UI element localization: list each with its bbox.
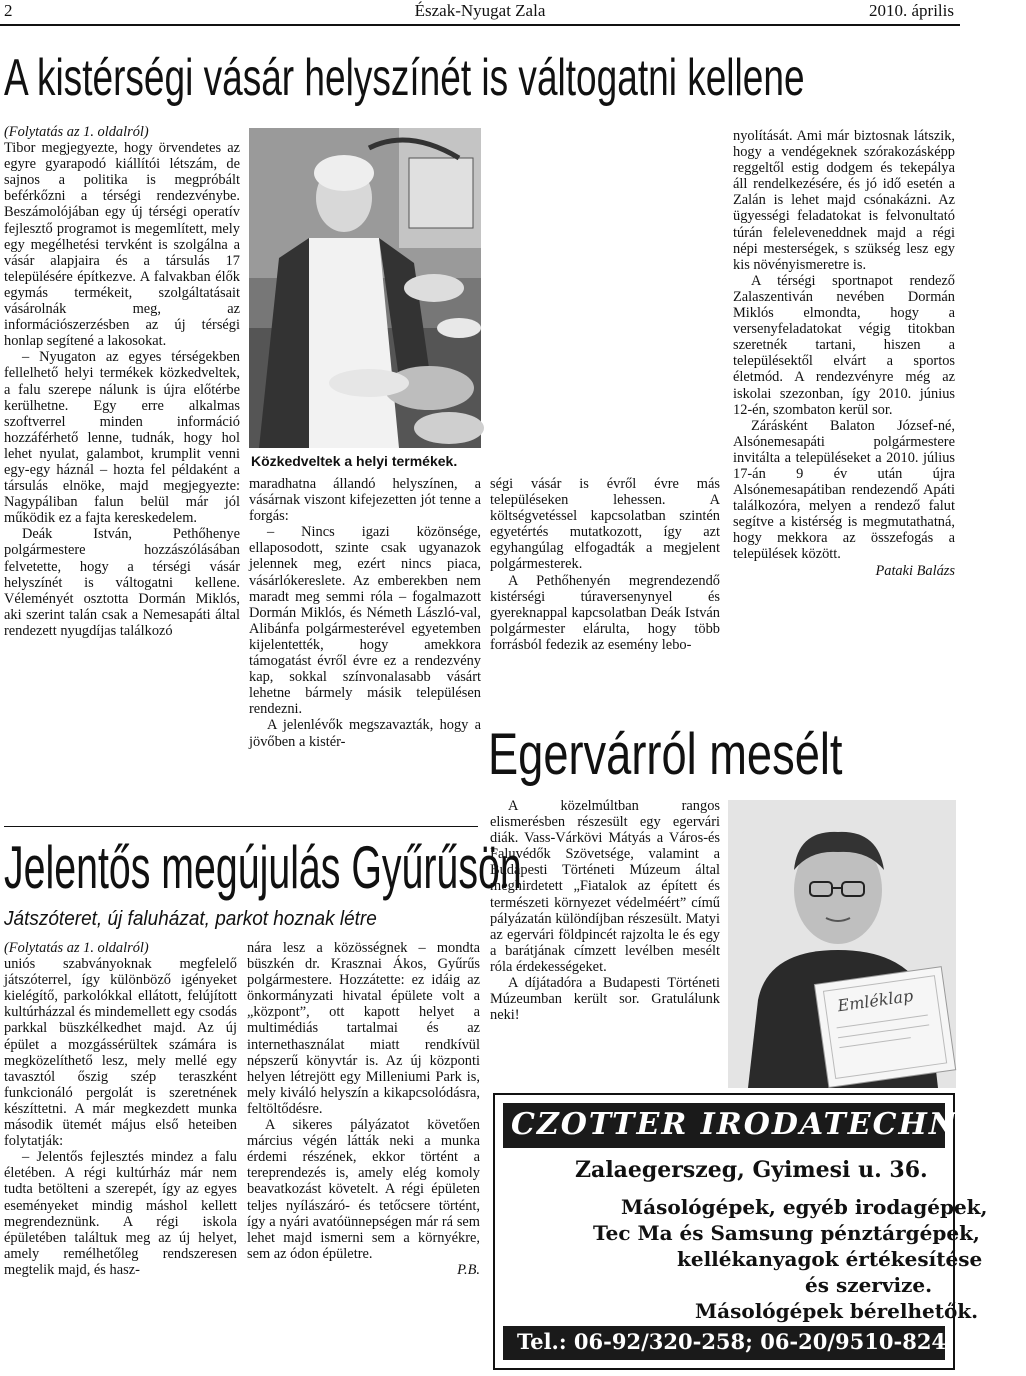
page-header xyxy=(0,0,960,22)
paragraph: Zárásként Balaton József-né, Alsónemesapáti polgármestere invitálta a településeket a 2010. július 17-án 9 év után újra Alsónemesapátiban rendezendő Apáti találkozóra, melyen a rendező falut segítve a kistérség is megmutathatná, hogy mekkora az összefogás a települések között. xyxy=(733,417,955,563)
paragraph: maradhatna állandó helyszínen, a vásárnak viszont kifejezetten jót tenne a forgás: xyxy=(249,476,481,525)
paragraph: A közelmúltban rangos elismerésben részesült egy egervári diák. Vass-Várkövi Mátyás a Város-és Faluvédők Szövetsége, valamint a Budapesti Történeti Múzeum által meghirdetett „Fiatalok az épített és természeti környezet védelméért” című pályázatán különdíjban részesült. Matyi az egervári földpincét rajzolta le és egy a barátjának címzett levélben mesélt róla érdekességeket. xyxy=(490,798,720,975)
ad-line: Tec Ma és Samsung pénztárgépek, xyxy=(593,1221,980,1245)
ad-line: Másológépek bérelhetők. xyxy=(695,1299,979,1323)
paragraph: A térségi sportnapot rendező Zalaszentiván nevében Dormán Miklós elmondta, hogy a versenyfeladatokat végig titokban szeretnék tartani, hiszen a településektől elvárt a sportos életmód. A rendezvényre még az iskolai szezonban, így 2010. június 12-én, szombaton kerül sor. xyxy=(733,272,955,418)
ad-line: Másológépek, egyéb irodagépek, xyxy=(621,1195,988,1219)
section-rule xyxy=(4,826,478,827)
paragraph: – Nyugaton az egyes térségekben fellelhető helyi termékek közkedveltek, a falu szerepe nálunk is újra előtérbe kerülhetne. Egy erre alkalmas szoftverrel minden információ hozzáférhető lenne, tudnák, hogy hol lehet nyulat, galambot, krumplit venni egy-egy háznál – hozta fel példaként a társulás elnöke, majd megjegyezte: Nagypáliban falun belül már jól működik ez a fajta kereskedelem. xyxy=(4,349,240,527)
advertisement-box xyxy=(493,1093,1026,1370)
page-number: 2 xyxy=(4,1,13,20)
paragraph: A jelenlévők megszavazták, hogy a jövőben a kistér- xyxy=(249,717,481,750)
article-column-2 xyxy=(249,476,481,816)
ad-address: Zalaegerszeg, Gyimesi u. 36. xyxy=(575,1157,928,1183)
ad-phone: Tel.: 06-92/320-258; 06-20/9510-824 xyxy=(517,1329,947,1354)
continuation-note: (Folytatás az 1. oldalról) xyxy=(4,940,149,956)
ad-brand: CZOTTER IRODATECHNIKA xyxy=(511,1107,1026,1142)
ad-line: kellékanyagok értékesítése xyxy=(677,1247,983,1271)
ad-phone-bar xyxy=(503,1326,945,1360)
paragraph: nára lesz a közösségnek – mondta büszkén dr. Krasznai Ákos, Gyűrűs polgármestere. Hozzátette: ez idáig az önkormányzati hivatal épülete volt a „központ”, ott kapott helyet a multimédiás tartalmai és az internethasználat miatt rendkívül népszerű könyvtár is. Az új központi helyen létrejött egy Milleniumi Park is, mely kiváló helyszín a kikapcsolódásra, feltöltődésre. xyxy=(247,940,480,1117)
article-column-1 xyxy=(4,940,237,1370)
paragraph: Tibor megjegyezte, hogy örvendetes az egyre gyarapodó kiállítói létszám, de sajnos a politika is megpróbált beférkőzni a térségi rendezvénybe. Beszámolójában egy új térségi operatív fejlesztő programot is megemlített, mely egy megélhetési tervként is szolgálna a vásár alapjaira és a társulás 17 településére építkezve. A falvakban élők egymás termékeit, szolgáltatásait vásárolnák meg, az információszerzésben az új térségi honlap segítené a lakosokat. xyxy=(4,140,240,350)
article-headline: Jelentős megújulás Gyűrűsön xyxy=(4,834,522,901)
paragraph: nyolítását. Ami már biztosnak látszik, hogy a vendégeknek szórakozásképp reggeltől estig dodgem és tekepálya áll rendelkezésére, és jó idő esetén a Zalán is lehet majd csónakázni. Az ügyességi feladatokat is felvonultató túrán feleleveneddnek majd a régi népi mesterségek, s szükség lesz egy kis növényismeretre is. xyxy=(733,128,955,273)
paragraph: – Jelentős fejlesztés mindez a falu életében. A régi kultúrház már nem tudta betölteni a szerepét, így az egyes eseményeket mindig máshol kellett megrendeznünk. A régi iskola épületében találtuk meg az új helyet, amely remélhetőleg rendszeresen megtelik majd, és hasz- xyxy=(4,1149,237,1278)
paragraph: – Nincs igazi közönsége, ellaposodott, szinte csak ugyanazok jelennek meg, ezért nincs piaca, vásárlókereslete. Az emberekben nem maradt meg semmi róla – fogalmazott Dormán Miklós, és Németh László-val, Alibánfa polgármesterével egyetemben kijelentették, hogy amekkora támogatást évről évre ez a rendezvény kap, sokkal színvonalasabb vásárt lehetne bármely másik településen rendezni. xyxy=(249,524,481,718)
photo-caption: Közkedveltek a helyi termékek. xyxy=(251,453,458,469)
paragraph: A díjátadóra a Budapesti Történeti Múzeumban került sor. Gratulálunk neki! xyxy=(490,975,720,1024)
article-headline: A kistérségi vásár helyszínét is váltogatni kellene xyxy=(4,49,805,107)
paragraph: A sikeres pályázatot követően március végén látták neki a munka érdemi részének, ekkor történt a tereprendezés is, amely elég komoly beavatkozást követelt. A régi épületen teljes nyílászáró- és tetőcsere történt, így a nyári avatóünnepségen már rá sem lehet majd ismerni sem a környékre, sem az ódon épületre. xyxy=(247,1117,480,1262)
issue-date: 2010. április xyxy=(869,1,954,20)
article-column-4 xyxy=(733,128,955,713)
author-signature: Pataki Balázs xyxy=(875,562,955,579)
article-column-1 xyxy=(4,124,240,824)
article-subheadline: Játszóteret, új faluházat, parkot hoznak létre xyxy=(4,908,377,930)
article-headline: Egervárról mesélt xyxy=(488,722,843,787)
diploma-title: Emléklap xyxy=(836,985,915,1016)
market-photo-image xyxy=(249,128,481,448)
header-rule xyxy=(0,24,960,26)
paragraph: ségi vásár is évről évre más településeken lehessen. A költségvetéssel kapcsolatban szintén egyetértés mutatkozott, így azt egyhangúlag elfogadták a megjelent polgármesterek. xyxy=(490,476,720,573)
article-column-3 xyxy=(490,476,720,716)
paragraph: A Pethőhenyén megrendezendő kistérségi túraversenynyel és gyereknappal kapcsolatban Deák István polgármester elárulta, hogy több forrásból fedezik az esemény lebo- xyxy=(490,572,720,653)
continuation-note: (Folytatás az 1. oldalról) xyxy=(4,124,149,140)
student-photo xyxy=(728,800,956,1088)
market-photo xyxy=(249,128,481,448)
article-column-2 xyxy=(247,940,480,1370)
publication-name: Észak-Nyugat Zala xyxy=(414,1,546,20)
article-column-body xyxy=(490,798,720,1086)
author-signature: P.B. xyxy=(457,1261,480,1278)
student-photo-image xyxy=(728,800,956,1088)
paragraph: Deák István, Pethőhenye polgármestere hozzászólásában felvetette, hogy a térségi vásár helyszínét is váltogatni kellene. Véleményét osztotta Dormán Miklós, aki szerint talán csak a Nemesapáti által rendezett nyugdíjas találkozó xyxy=(4,526,240,639)
ad-line: és szervize. xyxy=(805,1273,933,1297)
paragraph: uniós szabványoknak megfelelő játszóterrel, így különböző igényeket kielégítő, parkolókkal ellátott, felújított kultúrházzal és mindemellett egy csodás parkkal büszkélkedhet majd. Az új épület a mozgássérültek számára is megközelíthető lesz, mely mellé egy tavasztól őszig szép teraszként funkcionáló pergolát is szeretnének készíttetni. A már megkezdett munka második ütemét május első heteiben folytatják: xyxy=(4,956,237,1150)
ad-brand-bar xyxy=(503,1103,1026,1148)
